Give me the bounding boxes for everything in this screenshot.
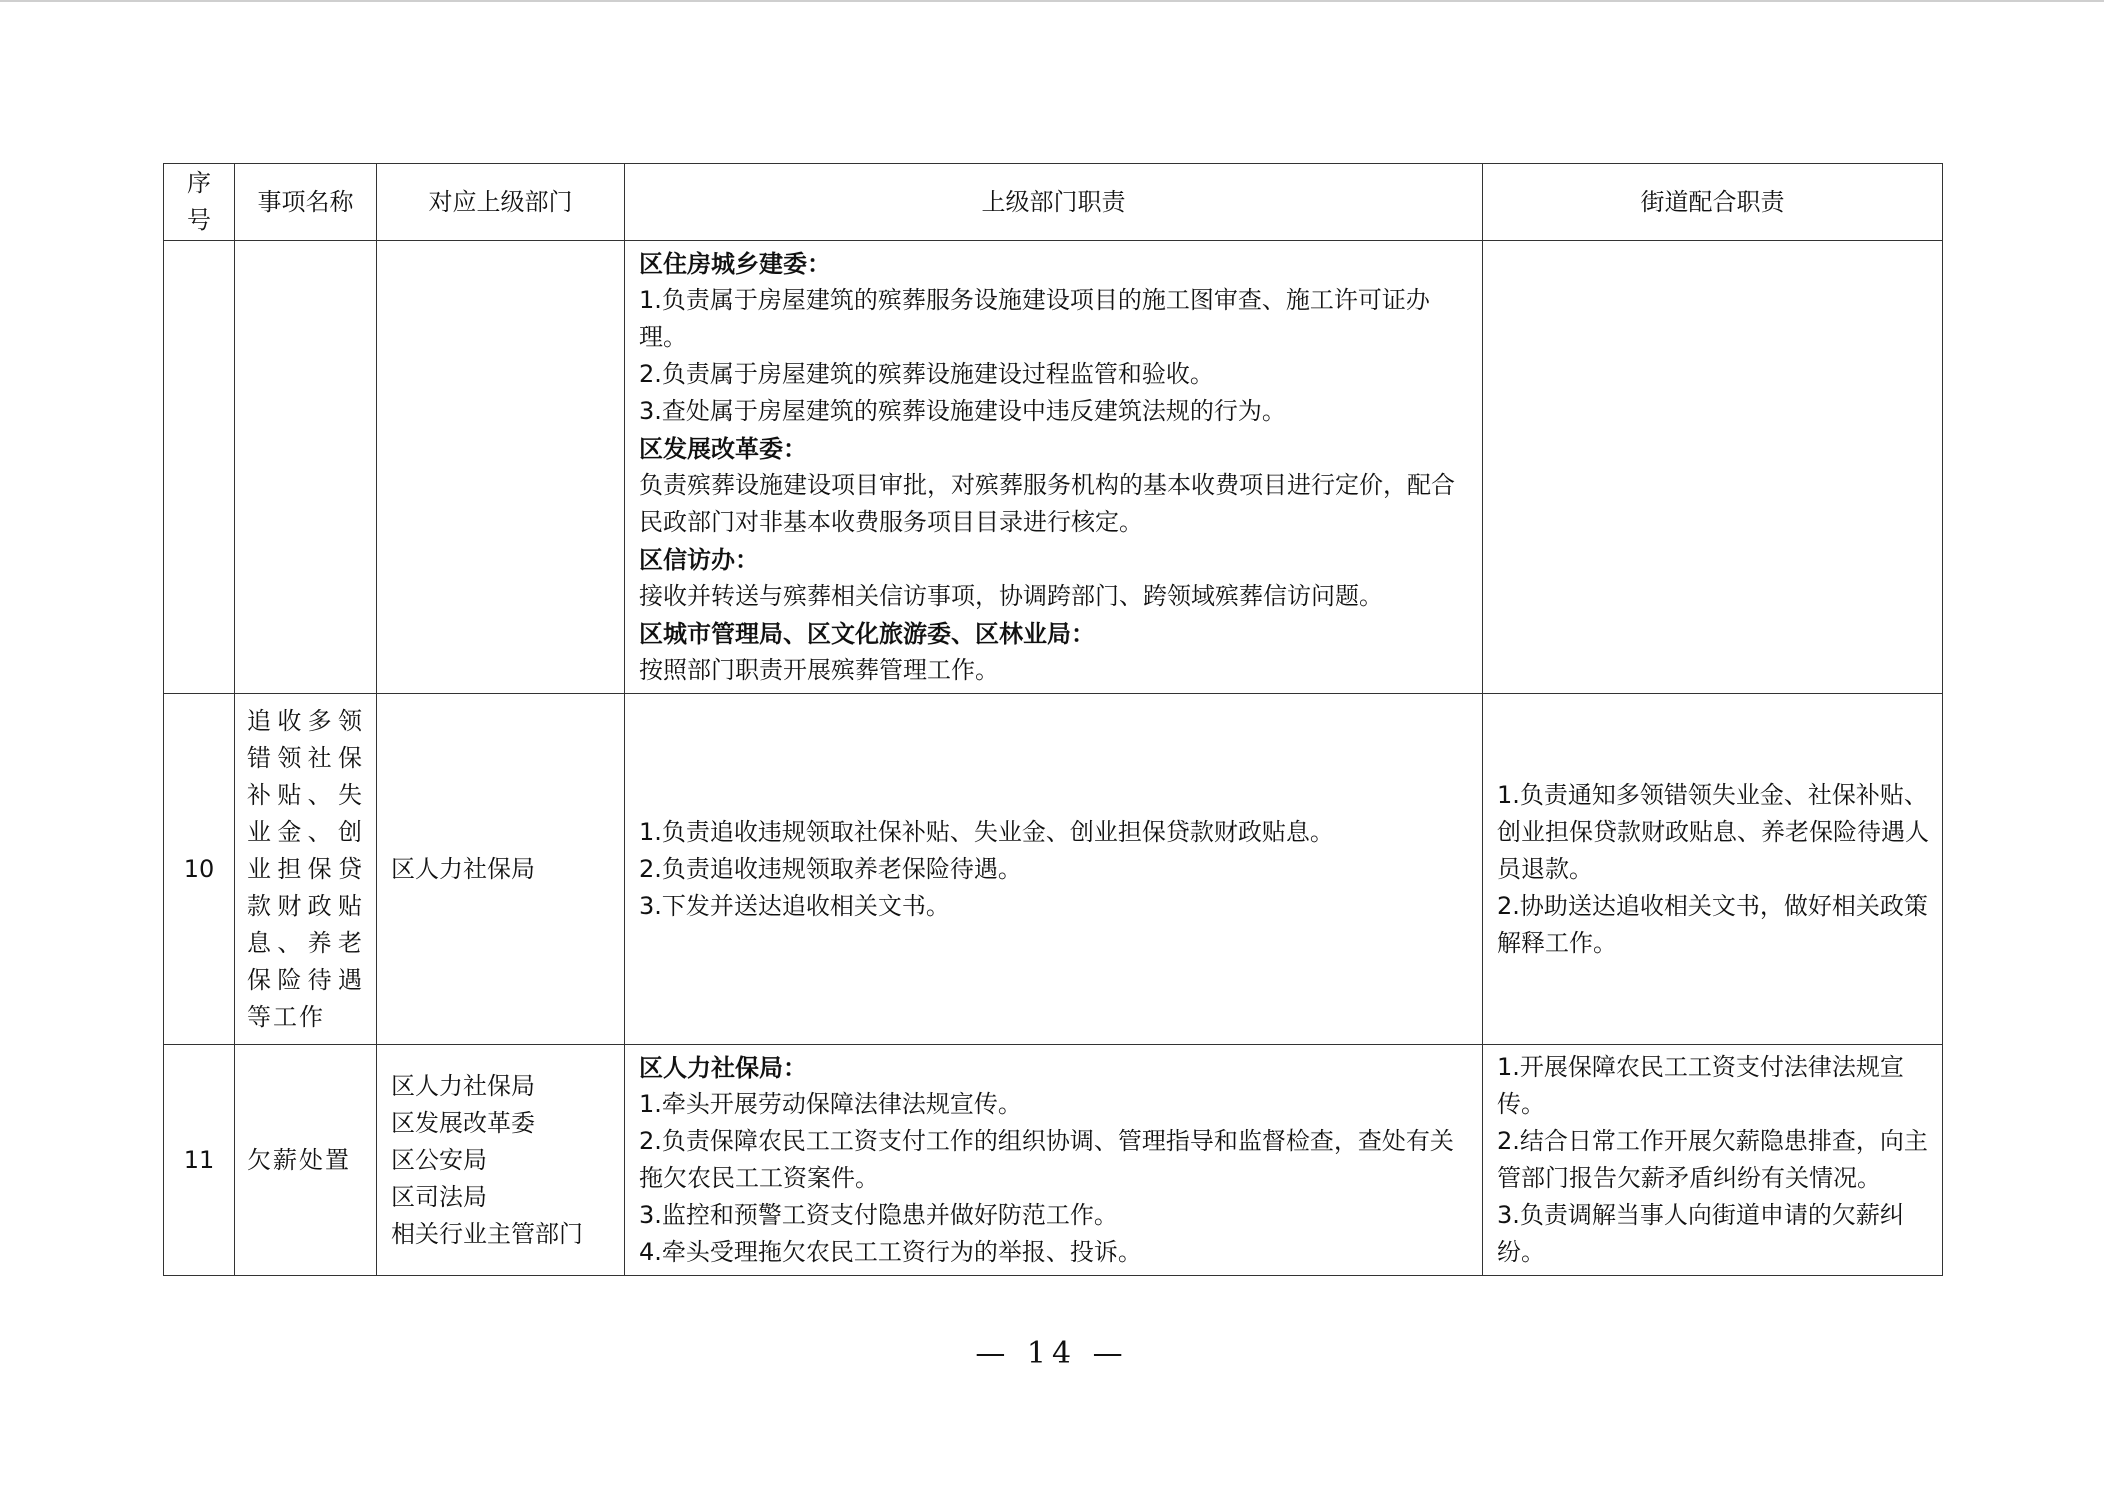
item-number: 2. (1497, 891, 1520, 920)
duty-line (639, 1123, 1470, 1197)
row-seq: 11 (164, 1045, 235, 1276)
item-number: 3. (639, 1201, 662, 1229)
item-text: 负责追收违规领取社保补贴、失业金、创业担保贷款财政贴息。 (661, 817, 1334, 846)
dept-heading (639, 541, 1470, 578)
duty-line (639, 851, 1470, 888)
row-department-duty (625, 694, 1483, 1045)
dept-heading (639, 245, 1470, 282)
item-text: 监控和预警工资支付隐患并做好防范工作。 (661, 1201, 1118, 1229)
duty-line (639, 1234, 1470, 1271)
item-number: 2. (1497, 1127, 1520, 1155)
row-department-duty (625, 241, 1483, 694)
item-text: 负责追收违规领取养老保险待遇。 (661, 854, 1022, 883)
duty-line (639, 652, 1470, 689)
department-name: 区司法局 (391, 1182, 487, 1211)
department-name: 区人力社保局 (391, 854, 535, 883)
table-row (164, 694, 1943, 1045)
row-item-name: 追收多领错领社保补贴、失业金、创业担保贷款财政贴息、养老保险待遇等工作 (235, 694, 377, 1045)
item-number: 3. (639, 891, 662, 920)
item-text: 负责属于房屋建筑的殡葬设施建设过程监管和验收。 (661, 360, 1214, 388)
item-number: 1. (1497, 1053, 1520, 1081)
header-seq-line1: 序 (187, 169, 211, 197)
dept-heading (639, 430, 1470, 467)
duty-line (1497, 1049, 1930, 1123)
item-number: 2. (639, 854, 662, 883)
item-number: 2. (639, 1127, 662, 1155)
item-number: 1. (639, 1090, 662, 1118)
duty-line (1497, 1123, 1930, 1197)
duty-line (639, 1086, 1470, 1123)
page-number: — 14 — (975, 1336, 1129, 1371)
item-text: 牵头开展劳动保障法律法规宣传。 (661, 1090, 1022, 1118)
row-item-name (235, 241, 377, 694)
header-department-duty: 上级部门职责 (625, 164, 1483, 241)
table-header-row (164, 164, 1943, 241)
row-seq: 10 (164, 694, 235, 1045)
row-departments (377, 1045, 625, 1276)
duty-line (639, 467, 1470, 541)
department-name: 区公安局 (391, 1145, 487, 1174)
duty-line (639, 814, 1470, 851)
item-text: 按照部门职责开展殡葬管理工作。 (639, 656, 999, 684)
duty-line (639, 282, 1470, 356)
item-text: 区信访办： (639, 545, 759, 574)
item-text: 查处属于房屋建筑的殡葬设施建设中违反建筑法规的行为。 (661, 397, 1286, 425)
duty-line (639, 578, 1470, 615)
item-text: 负责殡葬设施建设项目审批，对殡葬服务机构的基本收费项目进行定价，配合民政部门对非基本收费服务项目目录进行核定。 (639, 471, 1455, 536)
header-seq-line2: 号 (187, 206, 211, 234)
item-text: 区人力社保局： (639, 1053, 807, 1082)
item-number: 3. (1497, 1201, 1520, 1229)
header-seq (164, 164, 235, 241)
duty-line (639, 1197, 1470, 1234)
duty-line (1497, 888, 1930, 962)
duty-table (163, 163, 1943, 1276)
row-street-duty (1483, 1045, 1943, 1276)
item-text: 区城市管理局、区文化旅游委、区林业局： (639, 619, 1095, 648)
item-number: 4. (639, 1238, 662, 1266)
table-row (164, 1045, 1943, 1276)
dept-heading (639, 1049, 1470, 1086)
duty-line (639, 393, 1470, 430)
duty-line (1497, 1197, 1930, 1271)
item-text: 负责调解当事人向街道申请的欠薪纠纷。 (1497, 1201, 1904, 1266)
dept-heading (639, 615, 1470, 652)
row-street-duty (1483, 694, 1943, 1045)
header-item-name: 事项名称 (235, 164, 377, 241)
row-departments (377, 694, 625, 1045)
item-number: 3. (639, 397, 662, 425)
department-name: 区人力社保局 (391, 1071, 535, 1100)
duty-line (639, 888, 1470, 925)
item-text: 牵头受理拖欠农民工工资行为的举报、投诉。 (661, 1238, 1142, 1266)
item-text: 区住房城乡建委： (639, 249, 831, 278)
header-street-duty: 街道配合职责 (1483, 164, 1943, 241)
item-text: 负责保障农民工工资支付工作的组织协调、管理指导和监督检查，查处有关拖欠农民工工资案件。 (639, 1127, 1454, 1192)
item-text: 区发展改革委： (639, 434, 807, 463)
item-number: 1. (1497, 780, 1520, 809)
row-seq (164, 241, 235, 694)
item-text: 负责通知多领错领失业金、社保补贴、创业担保贷款财政贴息、养老保险待遇人员退款。 (1497, 780, 1929, 883)
item-number: 2. (639, 360, 662, 388)
department-name: 相关行业主管部门 (391, 1219, 583, 1248)
item-number: 1. (639, 817, 662, 846)
duty-line (1497, 777, 1930, 888)
item-number: 1. (639, 286, 662, 314)
item-text: 开展保障农民工工资支付法律法规宣传。 (1497, 1053, 1904, 1118)
item-text: 下发并送达追收相关文书。 (661, 891, 950, 920)
item-text: 负责属于房屋建筑的殡葬服务设施建设项目的施工图审查、施工许可证办理。 (639, 286, 1430, 351)
table-row (164, 241, 1943, 694)
item-text: 协助送达追收相关文书，做好相关政策解释工作。 (1497, 891, 1928, 957)
top-border (0, 0, 2104, 2)
header-department: 对应上级部门 (377, 164, 625, 241)
department-name: 区发展改革委 (391, 1108, 535, 1137)
row-street-duty (1483, 241, 1943, 694)
duty-line (639, 356, 1470, 393)
item-text: 结合日常工作开展欠薪隐患排查，向主管部门报告欠薪矛盾纠纷有关情况。 (1497, 1127, 1928, 1192)
row-department-duty (625, 1045, 1483, 1276)
item-text: 接收并转送与殡葬相关信访事项，协调跨部门、跨领域殡葬信访问题。 (639, 582, 1383, 610)
row-departments (377, 241, 625, 694)
row-item-name: 欠薪处置 (235, 1045, 377, 1276)
